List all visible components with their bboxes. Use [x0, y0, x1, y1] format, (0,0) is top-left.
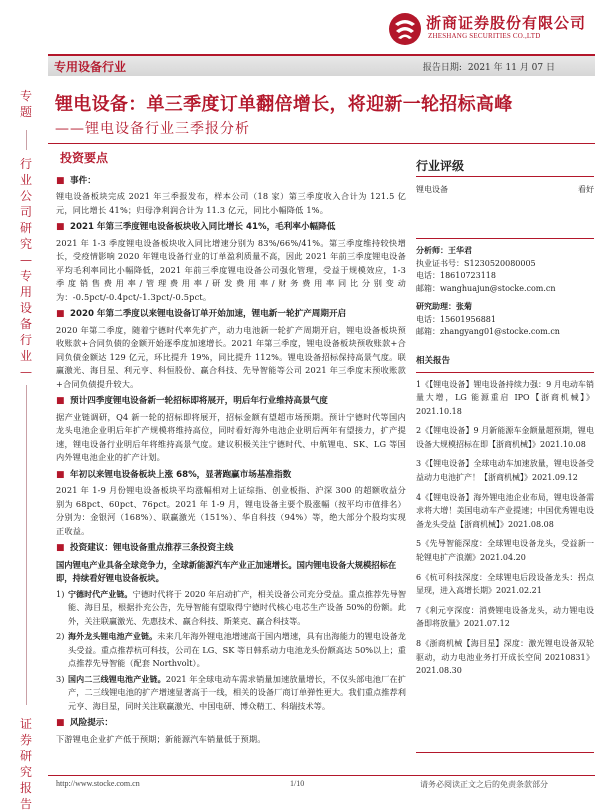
- footer-divider: [48, 775, 595, 776]
- report-date: [417, 60, 555, 73]
- company-name-cn: 浙商证券股份有限公司: [426, 14, 587, 32]
- related-report[interactable]: 6《杭可科技深度：全球锂电后段设备龙头：拐点显现，进入高增长期》2021.02.21: [416, 572, 594, 596]
- disclaimer-note: 请务必阅读正文之后的免责条款部分: [420, 780, 548, 789]
- bullet-heading-3: ■ 预计四季度锂电设备新一轮招标即将展开，明后年行业维持高景气度: [56, 395, 406, 409]
- related-reports-list: [416, 378, 594, 678]
- list-item-number: 1): [56, 588, 65, 599]
- risk-heading: ■ 风险提示：: [56, 717, 406, 731]
- footer-url[interactable]: http://www.stocke.com.cn: [56, 779, 140, 788]
- page-number: 1/10: [290, 779, 305, 788]
- list-item-text: 未来几年海外锂电池增速高于国内增速，具有出海能力的锂电设备龙头受益。重点推荐杭可科技，公司在 LG、SK 等日韩系动力电池龙头份额高达 50%以上；重点推荐先导智能（配套 Northvolt）。: [68, 631, 406, 668]
- analyst-email[interactable]: 邮箱：wanghuajun@stocke.com.cn: [416, 283, 556, 293]
- header-band: [48, 54, 595, 76]
- assistant-email[interactable]: 邮箱：zhangyang01@stocke.com.cn: [416, 327, 560, 336]
- rating-value: 看好: [578, 185, 594, 194]
- assistant-phone: 电话：15601956881: [416, 314, 496, 324]
- rating-industry: 锂电设备: [416, 185, 448, 194]
- side-label-bottom: 证券研究报告: [19, 717, 32, 811]
- related-report[interactable]: 5《先导智能深度：全球锂电设备龙头，受益新一轮锂电扩产浪潮》2021.04.20: [416, 539, 594, 563]
- side-divider: [26, 385, 27, 705]
- list-item-lead: 国内二三线锂电池产业链。: [68, 674, 166, 684]
- event-heading: ■ 事件：: [56, 175, 406, 189]
- related-report[interactable]: 2《【锂电设备】9 月新能源车金额量超预期，锂电设备大规模招标在即【浙商机械】》2021.10.08: [416, 426, 594, 449]
- list-item-number: 3): [56, 673, 65, 684]
- risk-text: 下游锂电企业扩产低于预期；新能源汽车销量低于预期。: [56, 733, 266, 744]
- bullet-heading-5: ■ 投资建议：锂电设备重点推荐三条投资主线: [56, 542, 406, 556]
- bullet-text-1: 2021 年 1-3 季度锂电设备板块收入同比增速分别为 83%/66%/41%。第三季度维持较快增长，受疫情影响 2020 年锂电设备行业的订单盈利质量不高，因此 2021 年前三季度锂电设备平均毛利率同比小幅降低，2021 年前三季度锂电设备公司强化管理，受益于规模效应，1-3 季度销售费用率/管理费用率/研发费用率/财务费用率同比分别变动为：-0.5pct/-0.4pct/-1.3pct/-0.5pct。: [56, 237, 406, 302]
- related-report[interactable]: 7《利元亨深度：消费锂电设备龙头，动力锂电设备即将放量》2021.07.12: [416, 605, 594, 629]
- bullet-text-2: 2020 年第二季度，随着宁德时代率先扩产，动力电池新一轮扩产周期开启，锂电设备板块预收账款+合同负债的金额开始逐季度加速增长。2021 年第三季度，锂电设备板块预收账款+合同负债金额达 129 亿元，环比提升 19%，同比提升 112%。锂电设备招标保持高景气度。联赢激光、海目星、利元亨、科恒股份、赢合科技、先导智能等公司 2021 年三季度末预收账款+合同负债提升较大。: [56, 324, 406, 389]
- sidebar: [416, 160, 594, 684]
- investment-summary: [56, 150, 406, 746]
- list-item-number: 2): [56, 631, 65, 641]
- bullet-heading-2: ■ 2020 年第二季度以来锂电设备订单开始加速，锂电新一轮扩产周期开启: [56, 308, 406, 322]
- company-name-en: ZHESHANG SECURITIES CO.,LTD: [428, 32, 541, 40]
- related-report[interactable]: 3《【锂电设备】全球电动车加速放量，锂电设备受益动力电池扩产！【浙商机械】》2021.09.12: [416, 459, 594, 483]
- list-item-text: 宁德时代将于 2020 年启动扩产，相关设备公司充分受益。重点推荐先导智能、海目星，根据扑充公告，先导智能有望取得宁德时代核心电芯生产设备 50%的份额。此外，关注联赢激光、先惠技术、赢合科技、斯莱克、赢合科技等。: [68, 588, 407, 626]
- analyst-label: 分析师：: [416, 246, 448, 255]
- section-title: 投资要点: [60, 151, 109, 165]
- side-label-middle: 行业公司研究—专用设备行业—: [19, 157, 32, 379]
- logo-mark-icon: [388, 12, 422, 46]
- analyst-info: [416, 245, 594, 339]
- related-report[interactable]: 1《【锂电设备】锂电设备持续力强：9 月电动车销量大增，LG 能源重启 IPO【浙商机械】》2021.10.18: [416, 379, 594, 416]
- event-text: 锂电设备板块完成 2021 年三季报发布，样本公司（18 家）第三季度收入合计为 121.5 亿元，同比增长 41%；归母净利润合计为 11.3 亿元，同比小幅降低 1%。: [56, 191, 406, 215]
- list-item: [56, 673, 406, 714]
- analyst-cert: 执业证书号：S1230520080005: [416, 258, 536, 268]
- investment-intro: 国内锂电产业具备全球竞争力，全球新能源汽车产业正加速增长。国内锂电设备大规模招标在即，持续看好锂电设备板块。: [56, 559, 397, 583]
- list-item: [56, 588, 406, 629]
- list-item-text: 2021 年全球电动车需求销量加速放量增长，不仅头部电池厂在扩产，二三线锂电池的扩产增速显著高于一线，相关的设备厂商订单弹性更大。我们重点推荐利元亨、海目星，同时关注联赢激光、中国电研、博众精工、科瑞技术等。: [68, 673, 406, 711]
- bullet-heading-4: ■ 年初以来锂电设备板块上涨 68%，显著跑赢市场基准指数: [56, 469, 406, 483]
- report-date-label: 报告日期:: [422, 63, 462, 73]
- title-divider: [48, 143, 595, 144]
- bullet-text-4: 2021 年 1-9 月份锂电设备板块平均涨幅相对上证综指、创业板指、沪深 300 的超额收益分别为 68pct、60pct、76pct。2021 年 1-9 月，锂电设备主要个股涨幅（按平均市值排名）分别为：金银河（168%）、联赢激光（151%）、华自科技（94%）等，绝大部分个股均实现正收益。: [56, 485, 406, 536]
- related-report[interactable]: 4《【锂电设备】海外锂电池企业布局，锂电设备需求将大增！美国电动车产业提速；中国优秀锂电设备龙头受益【浙商机械】》2021.08.08: [416, 492, 594, 529]
- related-reports-heading: 相关报告: [416, 355, 594, 373]
- side-label-top: 专题: [19, 89, 32, 119]
- company-logo: [388, 10, 593, 48]
- rating-heading: 行业评级: [416, 160, 594, 177]
- rating-divider: [416, 238, 594, 239]
- assistant-label: 研究助理：: [416, 302, 456, 311]
- report-subtitle: ——锂电设备行业三季报分析: [55, 121, 250, 137]
- related-report[interactable]: 8《浙商机械【海目星】深度：激光锂电设备双轮驱动，动力电池业务打开成长空间 20210831》2021.08.30: [416, 639, 594, 676]
- analyst-name: 王华君: [448, 246, 472, 255]
- bullet-heading-1: ■ 2021 年第三季度锂电设备板块收入同比增长 41%，毛利率小幅降低: [56, 221, 406, 235]
- list-item-lead: 宁德时代产业链。: [68, 589, 133, 599]
- rating-row: [416, 177, 594, 196]
- industry-tag: 专用设备行业: [54, 60, 127, 74]
- side-divider: [26, 130, 27, 150]
- assistant-name: 张菊: [456, 302, 472, 311]
- list-item-lead: 海外龙头锂电池产业链。: [68, 632, 158, 641]
- bullet-text-3: 据产业链调研，Q4 新一轮的招标即将展开，招标金额有望超市场预期。预计宁德时代等国内龙头电池企业明后年扩产规模将维持高位，同时看好海外电池企业明后两年有望接力，扩产提速，锂电设备行业明后年将维持高景气度。建议积极关注宁德时代、中航锂电、SK、LG 等国内外锂电池企业的扩产计划。: [56, 411, 406, 462]
- analyst-phone: 电话：18610723118: [416, 271, 496, 280]
- list-item: [56, 630, 406, 671]
- sidebar-bottom-divider: [416, 752, 594, 753]
- report-title: 锂电设备：单三季度订单翻倍增长，将迎新一轮招标高峰: [55, 94, 513, 115]
- report-date-value: 2021 年 11 月 07 日: [467, 63, 555, 73]
